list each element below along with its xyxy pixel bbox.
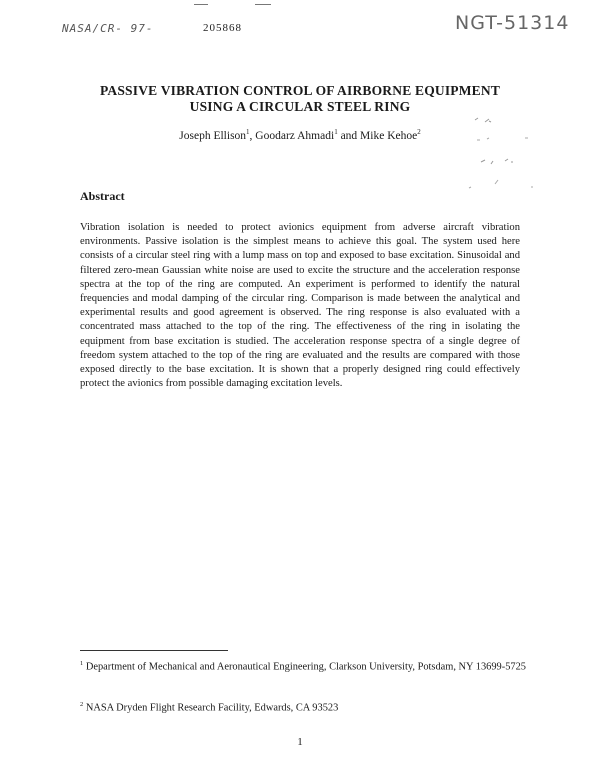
abstract-heading: Abstract bbox=[80, 189, 125, 203]
footnote-divider bbox=[80, 650, 228, 651]
affiliation-mark: 2 bbox=[417, 128, 421, 136]
title-line-2: USING A CIRCULAR STEEL RING bbox=[189, 99, 411, 114]
author-separator: and bbox=[337, 129, 361, 142]
paper-title bbox=[60, 83, 540, 115]
affiliation-mark: 1 bbox=[246, 128, 250, 136]
handwritten-report-note: NASA/CR- 97- bbox=[62, 22, 154, 35]
scan-mark bbox=[194, 4, 208, 5]
footnote-affiliation-2 bbox=[80, 698, 540, 715]
affiliation-mark: 1 bbox=[334, 128, 338, 136]
footnote-affiliation-1 bbox=[80, 657, 540, 674]
document-number: 205868 bbox=[203, 22, 242, 34]
abstract-body: Vibration isolation is needed to protect avionics equipment from adverse aircraft vibration environments. Passive isolation is the simplest means to achieve this goal. The system used here consists of a circular steel ring with a lump mass on top and exposed to base excitation. Sinusoidal and filtered zero-mean Gaussian white noise are used to excite the structure and the acceleration response spectra at the top of the ring are computed. An experiment is performed to identify the natural frequencies and modal damping of the circular ring. Comparison is made between the analytical and experimental results and good agreement is observed. The ring response is also evaluated with a concentrated mass attached to the top of the ring. The effectiveness of the ring in isolating the equipment from base excitation is studied. The acceleration response spectra of a single degree of freedom system attached to the top of the ring are evaluated and the results are compared with those exposed directly to the base excitation. It is shown that a properly designed ring could effectively protect the avionics from possible damaging excitation levels. bbox=[80, 222, 520, 390]
footnote-mark: 1 bbox=[80, 660, 84, 667]
author-name: Mike Kehoe bbox=[360, 129, 418, 142]
author-name: Goodarz Ahmadi bbox=[255, 129, 335, 142]
scan-mark bbox=[255, 4, 271, 5]
footnote-mark: 2 bbox=[80, 701, 84, 708]
footnote-text: NASA Dryden Flight Research Facility, Edwards, CA 93523 bbox=[83, 702, 339, 714]
scan-scribbles bbox=[455, 112, 555, 197]
footnote-text: Department of Mechanical and Aeronautical Engineering, Clarkson University, Potsdam, NY 13699-5725 bbox=[83, 661, 526, 673]
author-name: Joseph Ellison bbox=[179, 129, 247, 142]
grant-number-stamp: NGT-51314 bbox=[455, 12, 570, 34]
title-line-1: PASSIVE VIBRATION CONTROL OF AIRBORNE EQUIPMENT bbox=[99, 83, 501, 98]
author-separator: , bbox=[249, 129, 256, 142]
page-number: 1 bbox=[297, 736, 303, 748]
